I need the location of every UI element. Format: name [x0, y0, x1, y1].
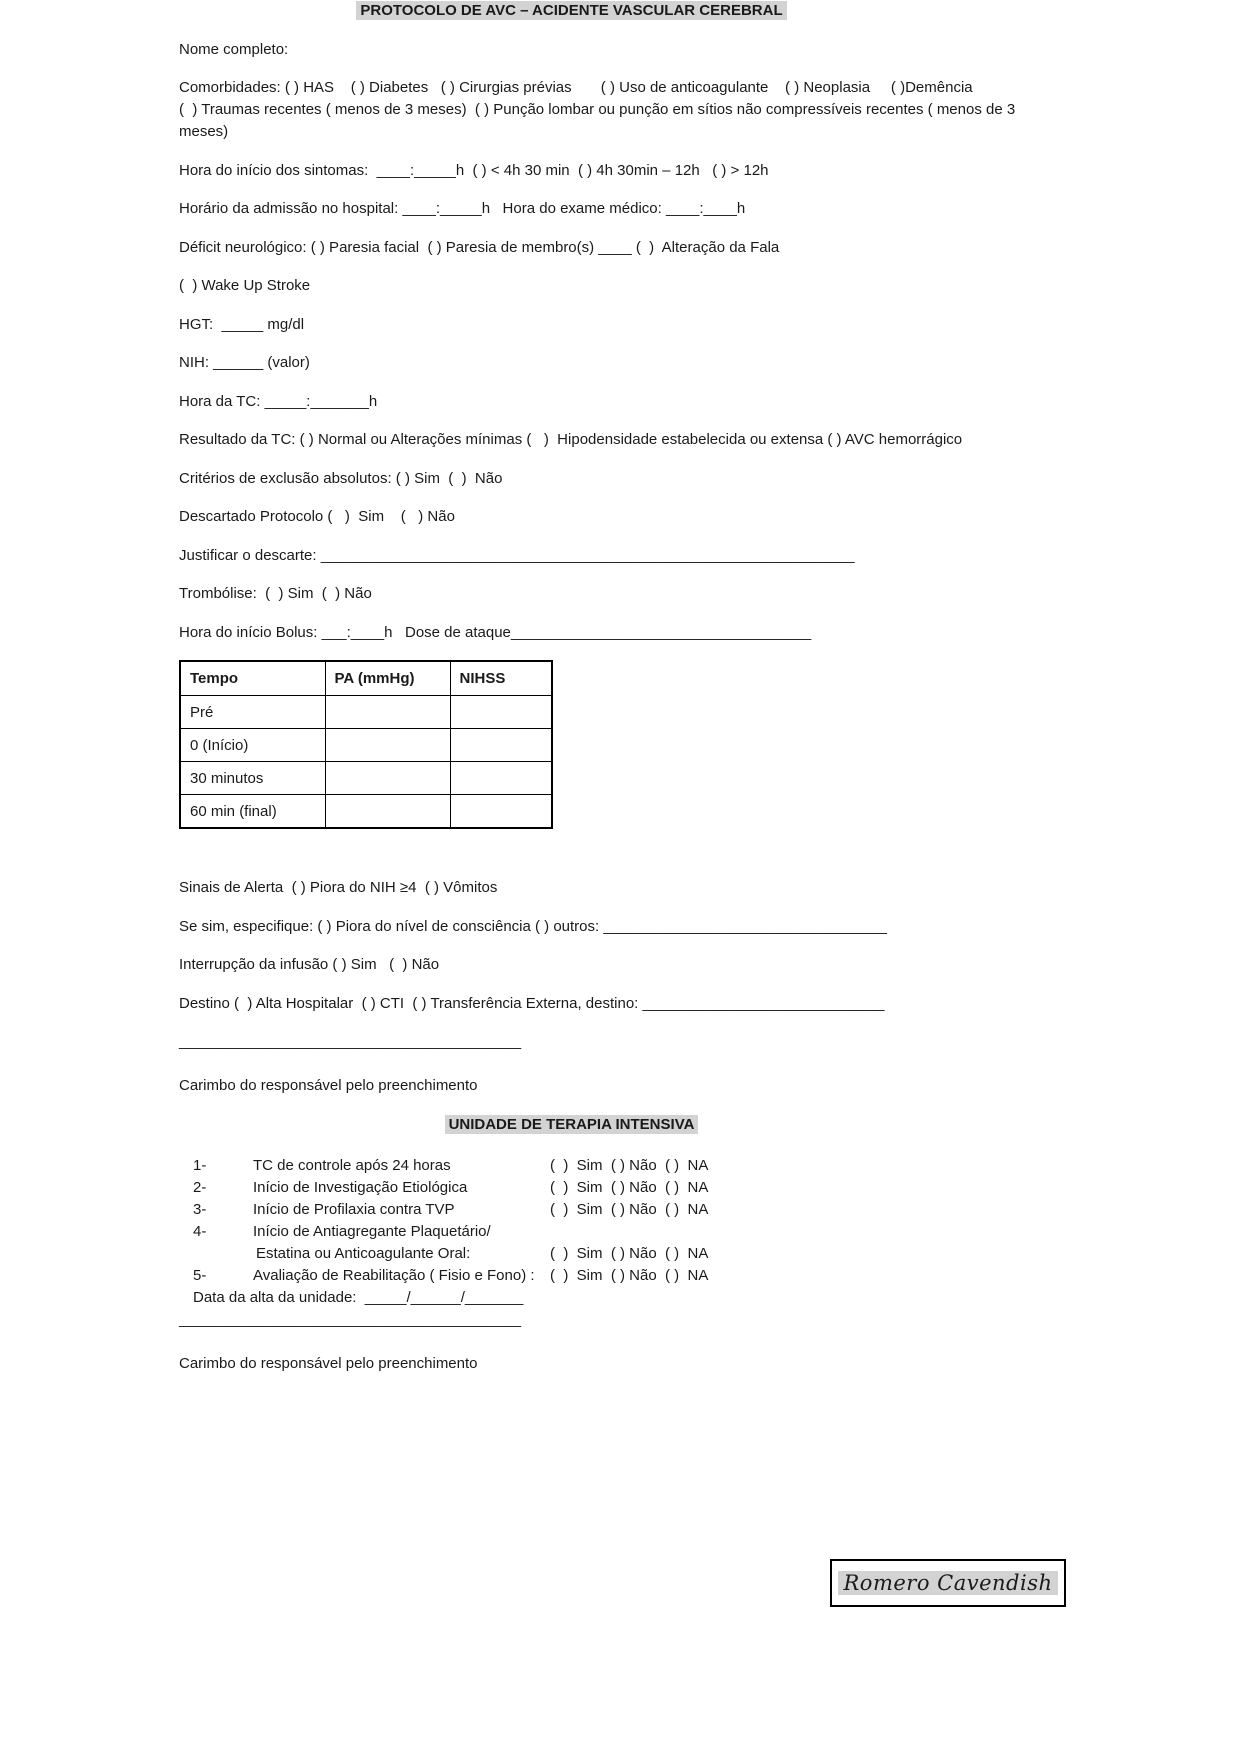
uti-item-label: Início de Investigação Etiológica: [253, 1179, 468, 1196]
document-content: [179, 0, 1016, 1375]
comorbidades-line-2: ( ) Traumas recentes ( menos de 3 meses) ( ) Punção lombar ou punção em sítios não compressíveis recentes ( menos de 3: [179, 101, 1016, 118]
table-header-pa: PA (mmHg): [325, 661, 450, 696]
table-row-60min: [180, 795, 552, 829]
uti-item-label: Avaliação de Reabilitação ( Fisio e Fono) :: [253, 1267, 535, 1284]
table-cell-empty: [450, 729, 552, 762]
table-cell-label: Pré: [180, 696, 325, 729]
field-hora-inicio-sintomas: Hora do início dos sintomas: ____:_____h ( ) < 4h 30 min ( ) 4h 30min – 12h ( ) > 12h: [179, 161, 769, 179]
table-cell-empty: [325, 729, 450, 762]
uti-item-number: 2-: [193, 1179, 207, 1196]
uti-item-label: Início de Profilaxia contra TVP: [253, 1201, 455, 1218]
uti-item-4-continuation: [179, 1243, 964, 1265]
uti-item-answers: ( ) Sim ( ) Não ( ) NA: [550, 1201, 709, 1218]
field-criterios-exclusao: Critérios de exclusão absolutos: ( ) Sim ( ) Não: [179, 469, 503, 487]
stamp-name: Romero Cavendish: [838, 1571, 1057, 1595]
uti-item-number: 1-: [193, 1157, 207, 1174]
field-nih: NIH: ______ (valor): [179, 354, 310, 371]
uti-item-number: 4-: [193, 1223, 207, 1240]
field-horario-admissao: Horário da admissão no hospital: ____:_____h Hora do exame médico: ____:____h: [179, 200, 746, 217]
field-hora-tc: Hora da TC: _____:_______h: [179, 392, 378, 410]
table-cell-empty: [325, 795, 450, 829]
field-resultado-tc: Resultado da TC: ( ) Normal ou Alterações mínimas ( ) Hipodensidade estabelecida ou extensa ( ) AVC hemorrágico: [179, 431, 963, 448]
uti-item-label: Início de Antiagregante Plaquetário/: [253, 1223, 491, 1240]
uti-item-2: [179, 1177, 964, 1199]
uti-item-answers: ( ) Sim ( ) Não ( ) NA: [550, 1179, 709, 1196]
table-cell-empty: [450, 696, 552, 729]
table-header-nihss: NIHSS: [450, 661, 552, 696]
uti-heading-text: UNIDADE DE TERAPIA INTENSIVA: [445, 1115, 699, 1134]
signature-line-1: _________________________________________: [179, 1033, 522, 1050]
uti-item-1: [179, 1155, 964, 1177]
stamp-box: [830, 1559, 1066, 1607]
field-hora-inicio-bolus: Hora do início Bolus: ___:____h Dose de ataque____________________________________: [179, 623, 812, 641]
field-data-alta-unidade: Data da alta da unidade: _____/______/_______: [193, 1289, 524, 1306]
field-nome-completo: Nome completo:: [179, 40, 289, 58]
field-trombolise: Trombólise: ( ) Sim ( ) Não: [179, 585, 372, 602]
uti-item-5: [179, 1265, 964, 1287]
table-header-row: [180, 661, 552, 696]
carimbo-label-2: Carimbo do responsável pelo preenchimento: [179, 1355, 478, 1372]
field-hgt: HGT: _____ mg/dl: [179, 315, 305, 333]
document-title: [179, 0, 964, 22]
uti-item-answers: ( ) Sim ( ) Não ( ) NA: [550, 1267, 709, 1284]
table-cell-label: 30 minutos: [180, 762, 325, 795]
uti-item-answers: ( ) Sim ( ) Não ( ) NA: [550, 1245, 709, 1262]
uti-item-label: TC de controle após 24 horas: [253, 1157, 451, 1174]
comorbidades-line-3: meses): [179, 123, 229, 140]
uti-item-3: [179, 1199, 964, 1221]
field-wake-up-stroke: ( ) Wake Up Stroke: [179, 277, 311, 294]
field-se-sim-especifique: Se sim, especifique: ( ) Piora do nível de consciência ( ) outros: __________________________________: [179, 917, 887, 935]
table-cell-empty: [450, 795, 552, 829]
table-cell-label: 60 min (final): [180, 795, 325, 829]
uti-item-number: 3-: [193, 1201, 207, 1218]
table-cell-empty: [325, 762, 450, 795]
document-title-text: PROTOCOLO DE AVC – ACIDENTE VASCULAR CEREBRAL: [356, 1, 786, 20]
field-deficit-neurologico: Déficit neurológico: ( ) Paresia facial ( ) Paresia de membro(s) ____ ( ) Alteração da Fala: [179, 238, 780, 256]
uti-item-number: 5-: [193, 1267, 207, 1284]
table-cell-empty: [325, 696, 450, 729]
uti-item-answers: ( ) Sim ( ) Não ( ) NA: [550, 1157, 709, 1174]
field-destino: Destino ( ) Alta Hospitalar ( ) CTI ( ) Transferência Externa, destino: _____________________________: [179, 994, 885, 1012]
pa-nihss-monitor-table: [179, 660, 553, 829]
field-justificar-descarte: Justificar o descarte: ________________________________________________________________: [179, 546, 855, 564]
table-cell-empty: [450, 762, 552, 795]
table-header-tempo: Tempo: [180, 661, 325, 696]
uti-item-label: Estatina ou Anticoagulante Oral:: [256, 1245, 471, 1262]
uti-section-heading: [179, 1114, 964, 1136]
field-descartado-protocolo: Descartado Protocolo ( ) Sim ( ) Não: [179, 508, 455, 525]
carimbo-label-1: Carimbo do responsável pelo preenchimento: [179, 1077, 478, 1094]
table-row-inicio: [180, 729, 552, 762]
signature-line-2: _________________________________________: [179, 1311, 522, 1328]
uti-checklist: [179, 1155, 964, 1287]
comorbidades-line-1: Comorbidades: ( ) HAS ( ) Diabetes ( ) Cirurgias prévias ( ) Uso de anticoagulante ( ) Neoplasia ( )Demência: [179, 79, 973, 96]
table-row-pre: [180, 696, 552, 729]
field-interrupcao-infusao: Interrupção da infusão ( ) Sim ( ) Não: [179, 956, 440, 973]
field-sinais-alerta: Sinais de Alerta ( ) Piora do NIH ≥4 ( ) Vômitos: [179, 879, 498, 896]
table-cell-label: 0 (Início): [180, 729, 325, 762]
uti-item-4: [179, 1221, 964, 1243]
field-comorbidades: [179, 77, 1016, 143]
table-row-30min: [180, 762, 552, 795]
